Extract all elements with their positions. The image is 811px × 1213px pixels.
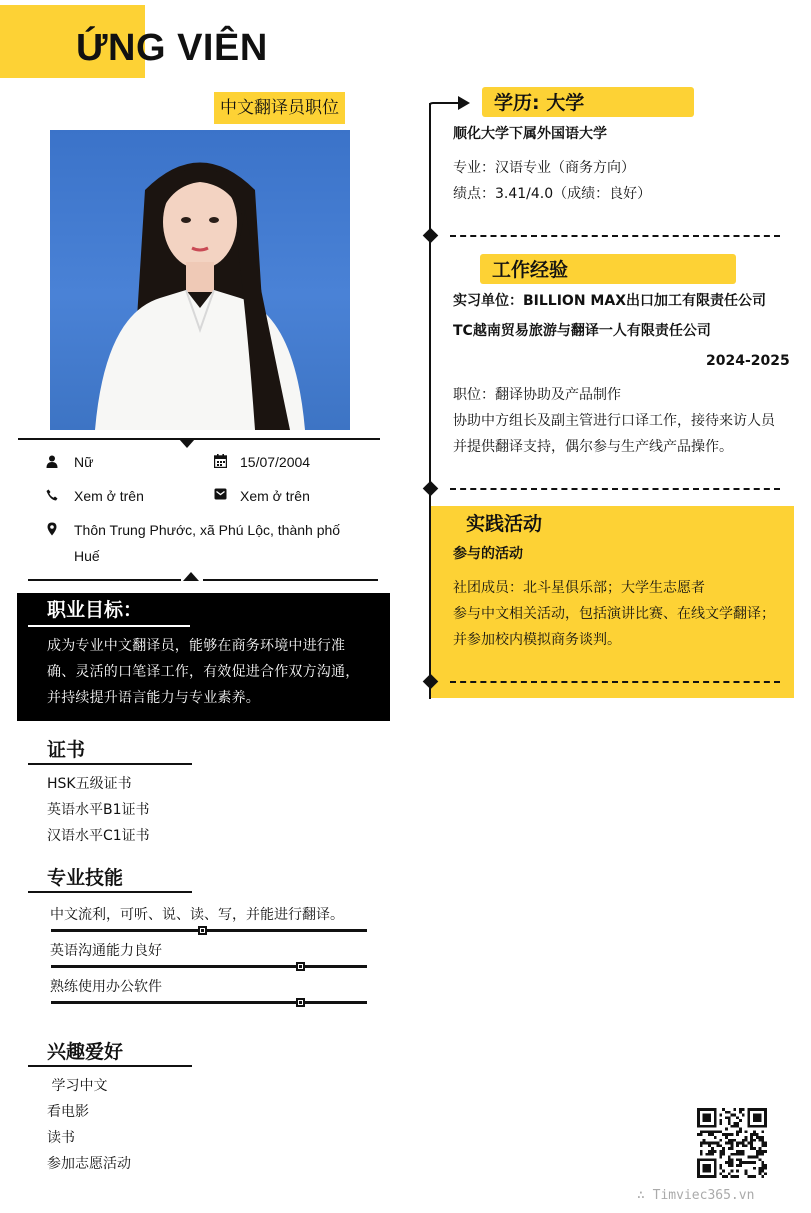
- experience-company-2: TC越南贸易旅游与翻译一人有限责任公司: [453, 323, 711, 339]
- divider-arrow-up: [183, 572, 199, 581]
- envelope-icon: [213, 488, 227, 502]
- calendar-icon: [213, 454, 227, 468]
- practice-subtitle: 参与的活动: [453, 546, 523, 562]
- objective-section: [17, 593, 390, 721]
- experience-period: 2024-2025: [706, 353, 790, 369]
- skill-track: [51, 965, 367, 968]
- certificates-underline: [28, 763, 192, 765]
- info-divider-right: [203, 579, 378, 581]
- skill-label: 英语沟通能力良好: [50, 943, 162, 959]
- timeline-line: [429, 103, 431, 699]
- experience-company-1: 实习单位：BILLION MAX出口加工有限责任公司: [453, 293, 766, 309]
- watermark: ∴ Timviec365.vn: [637, 1188, 755, 1203]
- gender-value: Nữ: [74, 454, 94, 470]
- experience-title: 工作经验: [492, 259, 569, 281]
- certificate-item: 汉语水平C1证书: [47, 828, 150, 844]
- hobby-item: 看电影: [47, 1104, 89, 1120]
- practice-description: 参与中文相关活动，包括演讲比赛、在线文学翻译；并参加校内模拟商务谈判。: [453, 606, 775, 648]
- skill-level-marker: [198, 926, 207, 935]
- timeline-arrow-icon: [428, 93, 472, 113]
- practice-title: 实践活动: [466, 513, 543, 535]
- practice-membership: 社团成员：北斗星俱乐部；大学生志愿者: [453, 580, 705, 596]
- phone-value: Xem ở trên: [74, 488, 144, 504]
- phone-icon: [45, 489, 59, 503]
- certificate-item: 英语水平B1证书: [47, 802, 150, 818]
- timeline-node: [423, 481, 439, 497]
- address-value: Thôn Trung Phước, xã Phú Lộc, thành phố Huế: [74, 522, 341, 564]
- section-separator: [450, 235, 780, 237]
- certificate-item: HSK五级证书: [47, 776, 132, 792]
- info-divider-left: [28, 579, 181, 581]
- map-marker-icon: [45, 522, 59, 536]
- objective-underline: [28, 625, 190, 627]
- birthdate-value: 15/07/2004: [240, 454, 311, 470]
- skill-level-marker: [296, 998, 305, 1007]
- email-value: Xem ở trên: [240, 488, 310, 504]
- divider-arrow-down: [179, 439, 195, 448]
- skill-track: [51, 1001, 367, 1004]
- photo-divider: [18, 438, 380, 440]
- hobbies-underline: [28, 1065, 192, 1067]
- user-icon: [45, 455, 59, 469]
- hobby-item: 参加志愿活动: [47, 1156, 131, 1172]
- hobby-item: 读书: [47, 1130, 75, 1146]
- section-separator: [450, 488, 780, 490]
- skills-title: 专业技能: [47, 867, 124, 889]
- hobbies-title: 兴趣爱好: [47, 1041, 124, 1063]
- education-school: 顺化大学下属外国语大学: [453, 126, 607, 142]
- position-tag: 中文翻译员职位: [214, 92, 345, 124]
- qr-code-icon: [697, 1108, 767, 1178]
- objective-title: 职业目标：: [47, 599, 143, 621]
- hobby-item: 学习中文: [47, 1078, 108, 1094]
- education-title: 学历: 大学: [494, 92, 585, 114]
- skill-label: 熟练使用办公软件: [50, 979, 162, 995]
- skill-track: [51, 929, 367, 932]
- education-major: 专业：汉语专业（商务方向）: [453, 160, 635, 176]
- skills-underline: [28, 891, 192, 893]
- skill-level-marker: [296, 962, 305, 971]
- objective-text: 成为专业中文翻译员，能够在商务环境中进行准确、灵活的口笔译工作，有效促进合作双方沟通，并持续提升语言能力与专业素养。: [47, 638, 360, 706]
- experience-role: 职位：翻译协助及产品制作: [453, 387, 621, 403]
- candidate-photo: [50, 130, 350, 430]
- experience-description: 协助中方组长及副主管进行口译工作，接待来访人员并提供翻译支持，偶尔参与生产线产品操作。: [453, 413, 775, 455]
- timeline-node: [423, 228, 439, 244]
- page-title: ỨNG VIÊN: [76, 27, 268, 69]
- skill-label: 中文流利，可听、说、读、写，并能进行翻译。: [50, 907, 344, 923]
- certificates-title: 证书: [47, 739, 86, 761]
- education-gpa: 绩点：3.41/4.0（成绩：良好）: [453, 186, 652, 202]
- section-separator: [450, 681, 780, 683]
